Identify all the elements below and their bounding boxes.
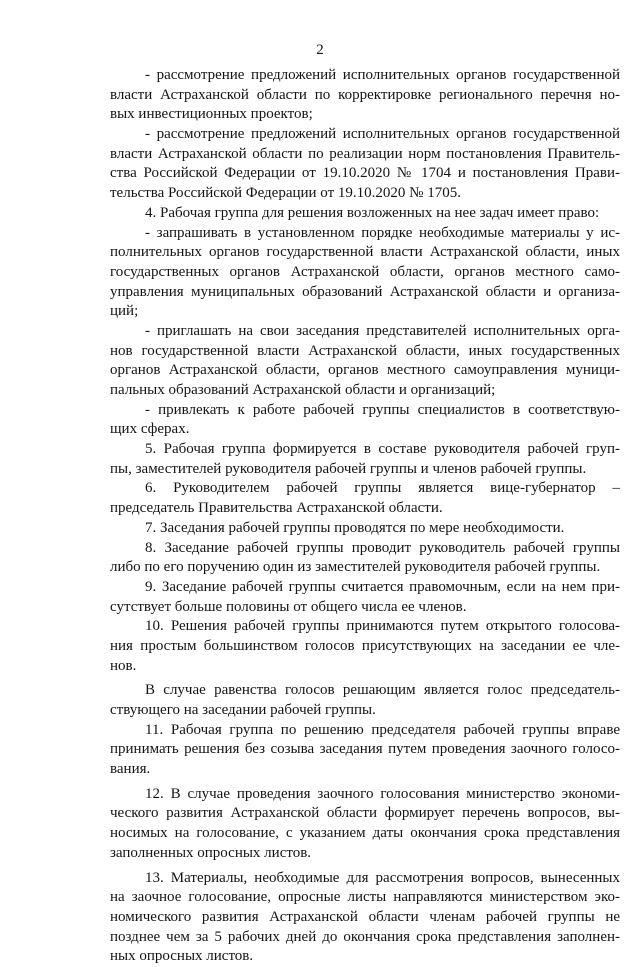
text-line: 4. Рабочая группа для решения возложенных на нее задач имеет право: (145, 204, 600, 221)
text-line: 11. Рабочая группа по решению председателя рабочей группы вправе (145, 721, 620, 738)
text-line: номического развития Астраханской области членам рабочей группы не (110, 908, 620, 925)
text-line: председатель Правительства Астраханской области. (110, 500, 443, 517)
text-line: тельства Российской Федерации от 19.10.2020 № 1705. (110, 185, 461, 202)
text-line: 9. Заседание рабочей группы считается правомочным, если на нем при- (145, 578, 620, 595)
text-line: нов государственной власти Астраханской области, иных государственных (110, 342, 620, 359)
text-line: В случае равенства голосов решающим является голос председатель- (145, 682, 620, 699)
text-line: позднее чем за 5 рабочих дней до окончания срока представления заполнен- (110, 928, 620, 945)
text-line: нов. (110, 657, 137, 674)
text-line: ния простым большинством голосов присутствующих на заседании ее чле- (110, 637, 620, 654)
text-line: 13. Материалы, необходимые для рассмотрения вопросов, вынесенных (145, 869, 620, 886)
text-line: 6. Руководителем рабочей группы является вице-губернатор – (145, 480, 620, 497)
text-line: - приглашать на свои заседания представителей исполнительных орга- (145, 322, 620, 339)
text-line: 10. Решения рабочей группы принимаются путем открытого голосова- (145, 618, 620, 635)
text-line: либо по его поручению один из заместителей руководителя рабочей группы. (110, 559, 601, 576)
text-line: 5. Рабочая группа формируется в составе руководителя рабочей груп- (145, 441, 620, 458)
text-line: вания. (110, 761, 151, 778)
text-line: пальных образований Астраханской области и организаций; (110, 382, 496, 398)
text-line: ствующего на заседании рабочей группы. (110, 702, 376, 718)
text-line: полнительных органов государственной власти Астраханской области, иных (110, 244, 620, 261)
text-line: 7. Заседания рабочей группы проводятся по мере необходимости. (145, 519, 565, 536)
page-number: 2 (316, 42, 324, 58)
text-line: принимать решения без созыва заседания путем проведения заочного голосо- (110, 741, 620, 758)
text-line: - запрашивать в установленном порядке необходимые материалы у ис- (145, 224, 620, 241)
text-line: ства Российской Федерации от 19.10.2020 № 1704 и постановления Прави- (110, 165, 620, 182)
text-line: - рассмотрение предложений исполнительных органов государственной (145, 67, 620, 83)
text-line: щих сферах. (110, 421, 190, 438)
text-line: 12. В случае проведения заочного голосования министерство экономи- (145, 785, 620, 802)
text-line: ций; (110, 303, 139, 320)
text-line: вых инвестиционных проектов; (110, 106, 313, 123)
text-line: носимых на голосование, с указанием даты окончания срока представления (110, 825, 620, 842)
text-line: пы, заместителей руководителя рабочей группы и членов рабочей группы. (110, 460, 587, 477)
text-line: на заочное голосование, опросные листы направляются министерством эко- (110, 889, 620, 906)
text-line: ных опросных листов. (110, 948, 254, 965)
text-line: органов Астраханской области, органов местного самоуправления муници- (110, 362, 620, 379)
text-line: 8. Заседание рабочей группы проводит руководитель рабочей группы (145, 539, 620, 556)
text-line: управления муниципальных образований Астраханской области и организа- (110, 283, 620, 300)
text-line: власти Астраханской области по реализации норм постановления Правитель- (110, 145, 620, 162)
text-line: власти Астраханской области по корректировке регионального перечня но- (110, 86, 620, 103)
text-line: - рассмотрение предложений исполнительных органов государственной (145, 126, 620, 143)
text-line: государственных органов Астраханской области, органов местного само- (110, 263, 620, 280)
document-body (110, 66, 620, 967)
text-line: заполненных опросных листов. (110, 844, 312, 861)
text-line: - привлекать к работе рабочей группы специалистов в соответствую- (145, 401, 620, 418)
text-line: сутствует больше половины от общего числа ее членов. (110, 598, 467, 615)
text-line: ческого развития Астраханской области формирует перечень вопросов, вы- (110, 805, 620, 822)
